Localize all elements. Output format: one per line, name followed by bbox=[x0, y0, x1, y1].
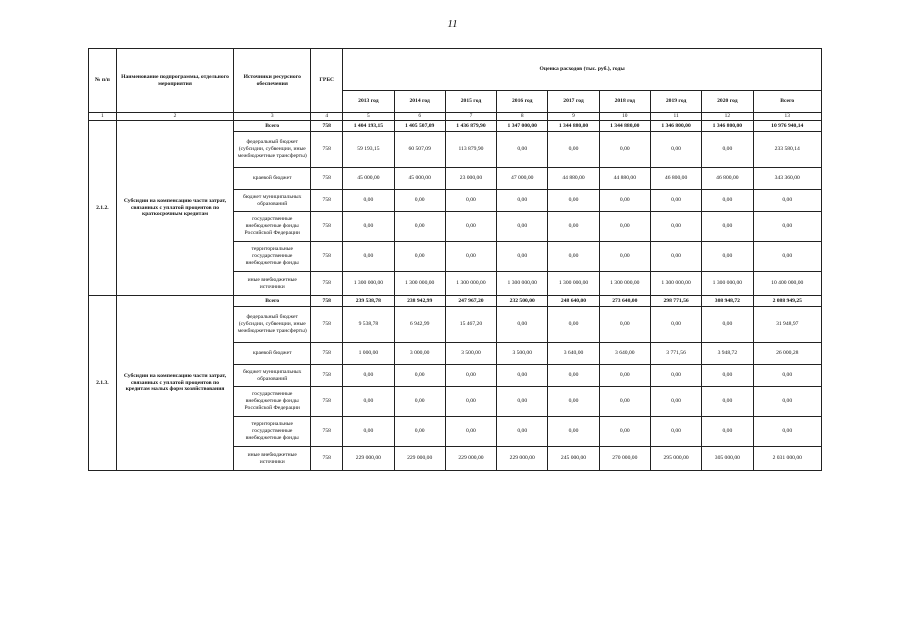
year-value: 1 344 880,00 bbox=[548, 121, 599, 132]
funding-source: иные внебюджетные источники bbox=[234, 447, 311, 471]
column-number: 5 bbox=[343, 113, 394, 121]
year-value: 60 507,09 bbox=[394, 132, 445, 168]
total-value: 10 400 000,00 bbox=[753, 272, 822, 296]
column-number: 7 bbox=[445, 113, 496, 121]
table-row bbox=[89, 296, 822, 307]
year-value: 0,00 bbox=[497, 387, 548, 417]
year-value: 6 942,99 bbox=[394, 307, 445, 343]
year-value: 3 948,72 bbox=[702, 343, 753, 365]
header-year: 2018 год bbox=[599, 91, 650, 113]
year-value: 0,00 bbox=[599, 242, 650, 272]
column-number: 13 bbox=[753, 113, 822, 121]
header-source: Источники ресурсного обеспечения bbox=[234, 49, 311, 113]
year-value: 229 000,00 bbox=[394, 447, 445, 471]
year-value: 0,00 bbox=[343, 387, 394, 417]
header-year: 2019 год bbox=[650, 91, 701, 113]
year-value: 0,00 bbox=[599, 212, 650, 242]
grbs-code: 758 bbox=[311, 121, 343, 132]
column-number: 8 bbox=[497, 113, 548, 121]
header-grbs: ГРБС bbox=[311, 49, 343, 113]
year-value: 0,00 bbox=[599, 365, 650, 387]
year-value: 0,00 bbox=[343, 242, 394, 272]
header-year: 2017 год bbox=[548, 91, 599, 113]
year-value: 0,00 bbox=[650, 417, 701, 447]
year-value: 0,00 bbox=[548, 132, 599, 168]
year-value: 45 000,00 bbox=[394, 168, 445, 190]
year-value: 44 880,00 bbox=[599, 168, 650, 190]
header-total: Всего bbox=[753, 91, 822, 113]
grbs-code: 758 bbox=[311, 168, 343, 190]
year-value: 247 967,20 bbox=[445, 296, 496, 307]
column-numbers-row bbox=[89, 113, 822, 121]
year-value: 270 000,00 bbox=[599, 447, 650, 471]
total-value: 0,00 bbox=[753, 242, 822, 272]
section-name: Субсидии на компенсацию части затрат, связанных с уплатой процентов по кредитам малых форм хозяйствования bbox=[116, 296, 234, 471]
grbs-code: 758 bbox=[311, 190, 343, 212]
year-value: 0,00 bbox=[702, 212, 753, 242]
year-value: 1 404 193,15 bbox=[343, 121, 394, 132]
year-value: 0,00 bbox=[702, 190, 753, 212]
year-value: 0,00 bbox=[497, 307, 548, 343]
year-value: 0,00 bbox=[445, 242, 496, 272]
total-value: 0,00 bbox=[753, 190, 822, 212]
year-value: 47 000,00 bbox=[497, 168, 548, 190]
grbs-code: 758 bbox=[311, 343, 343, 365]
year-value: 0,00 bbox=[497, 190, 548, 212]
year-value: 9 538,78 bbox=[343, 307, 394, 343]
year-value: 0,00 bbox=[702, 417, 753, 447]
year-value: 0,00 bbox=[702, 132, 753, 168]
year-value: 0,00 bbox=[599, 307, 650, 343]
year-value: 46 800,00 bbox=[702, 168, 753, 190]
section-name: Субсидии на компенсацию части затрат, связанных с уплатой процентов по краткосрочным кредитам bbox=[116, 121, 234, 296]
section-number: 2.1.2. bbox=[89, 121, 117, 296]
funding-source: Всего bbox=[234, 296, 311, 307]
year-value: 273 640,00 bbox=[599, 296, 650, 307]
year-value: 0,00 bbox=[650, 190, 701, 212]
year-value: 59 193,15 bbox=[343, 132, 394, 168]
year-value: 1 300 000,00 bbox=[497, 272, 548, 296]
year-value: 1 346 800,00 bbox=[650, 121, 701, 132]
year-value: 0,00 bbox=[548, 307, 599, 343]
total-value: 0,00 bbox=[753, 365, 822, 387]
column-number: 1 bbox=[89, 113, 117, 121]
year-value: 0,00 bbox=[702, 307, 753, 343]
year-value: 0,00 bbox=[548, 190, 599, 212]
year-value: 0,00 bbox=[394, 387, 445, 417]
year-value: 229 000,00 bbox=[445, 447, 496, 471]
funding-source: иные внебюджетные источники bbox=[234, 272, 311, 296]
year-value: 0,00 bbox=[343, 417, 394, 447]
year-value: 1 300 000,00 bbox=[702, 272, 753, 296]
funding-source: государственные внебюджетные фонды Российской Федерации bbox=[234, 212, 311, 242]
column-number: 4 bbox=[311, 113, 343, 121]
year-value: 0,00 bbox=[445, 387, 496, 417]
funding-source: краевой бюджет bbox=[234, 343, 311, 365]
year-value: 0,00 bbox=[599, 387, 650, 417]
grbs-code: 758 bbox=[311, 132, 343, 168]
grbs-code: 758 bbox=[311, 307, 343, 343]
year-value: 0,00 bbox=[445, 365, 496, 387]
year-value: 0,00 bbox=[497, 365, 548, 387]
year-value: 113 879,90 bbox=[445, 132, 496, 168]
column-number: 3 bbox=[234, 113, 311, 121]
year-value: 298 771,56 bbox=[650, 296, 701, 307]
year-value: 44 880,00 bbox=[548, 168, 599, 190]
year-value: 0,00 bbox=[702, 387, 753, 417]
year-value: 0,00 bbox=[343, 212, 394, 242]
total-value: 0,00 bbox=[753, 212, 822, 242]
year-value: 0,00 bbox=[650, 307, 701, 343]
grbs-code: 758 bbox=[311, 272, 343, 296]
year-value: 1 300 000,00 bbox=[394, 272, 445, 296]
year-value: 3 500,00 bbox=[445, 343, 496, 365]
year-value: 308 948,72 bbox=[702, 296, 753, 307]
year-value: 0,00 bbox=[548, 242, 599, 272]
funding-source: территориальные государственные внебюджетные фонды bbox=[234, 417, 311, 447]
year-value: 305 000,00 bbox=[702, 447, 753, 471]
year-value: 1 000,00 bbox=[343, 343, 394, 365]
year-value: 0,00 bbox=[497, 417, 548, 447]
header-name: Наименование подпрограммы, отдельного мероприятия bbox=[116, 49, 234, 113]
year-value: 1 344 880,00 bbox=[599, 121, 650, 132]
year-value: 229 000,00 bbox=[343, 447, 394, 471]
total-value: 0,00 bbox=[753, 417, 822, 447]
year-value: 1 347 000,00 bbox=[497, 121, 548, 132]
table-row bbox=[89, 121, 822, 132]
year-value: 238 942,99 bbox=[394, 296, 445, 307]
year-value: 0,00 bbox=[599, 132, 650, 168]
year-value: 1 300 000,00 bbox=[650, 272, 701, 296]
year-value: 0,00 bbox=[394, 365, 445, 387]
year-value: 1 436 879,90 bbox=[445, 121, 496, 132]
year-value: 248 640,00 bbox=[548, 296, 599, 307]
year-value: 0,00 bbox=[650, 365, 701, 387]
grbs-code: 758 bbox=[311, 417, 343, 447]
grbs-code: 758 bbox=[311, 242, 343, 272]
year-value: 0,00 bbox=[497, 212, 548, 242]
year-value: 0,00 bbox=[497, 132, 548, 168]
year-value: 3 640,00 bbox=[548, 343, 599, 365]
header-year: 2016 год bbox=[497, 91, 548, 113]
year-value: 0,00 bbox=[650, 242, 701, 272]
year-value: 0,00 bbox=[548, 417, 599, 447]
table-body bbox=[89, 121, 822, 471]
year-value: 0,00 bbox=[394, 242, 445, 272]
year-value: 3 000,00 bbox=[394, 343, 445, 365]
section-number: 2.1.3. bbox=[89, 296, 117, 471]
table-header bbox=[89, 49, 822, 121]
column-number: 9 bbox=[548, 113, 599, 121]
year-value: 3 640,00 bbox=[599, 343, 650, 365]
year-value: 0,00 bbox=[599, 190, 650, 212]
year-value: 0,00 bbox=[650, 387, 701, 417]
total-value: 0,00 bbox=[753, 387, 822, 417]
year-value: 23 000,00 bbox=[445, 168, 496, 190]
year-value: 0,00 bbox=[548, 365, 599, 387]
budget-table bbox=[88, 48, 822, 471]
year-value: 0,00 bbox=[394, 212, 445, 242]
column-number: 6 bbox=[394, 113, 445, 121]
total-value: 233 580,14 bbox=[753, 132, 822, 168]
year-value: 0,00 bbox=[702, 365, 753, 387]
year-value: 0,00 bbox=[599, 417, 650, 447]
year-value: 15 467,20 bbox=[445, 307, 496, 343]
header-year: 2014 год bbox=[394, 91, 445, 113]
header-year: 2015 год bbox=[445, 91, 496, 113]
grbs-code: 758 bbox=[311, 447, 343, 471]
funding-source: бюджет муниципальных образований bbox=[234, 365, 311, 387]
year-value: 0,00 bbox=[548, 212, 599, 242]
year-value: 0,00 bbox=[548, 387, 599, 417]
column-number: 2 bbox=[116, 113, 234, 121]
year-value: 45 000,00 bbox=[343, 168, 394, 190]
year-value: 3 500,00 bbox=[497, 343, 548, 365]
grbs-code: 758 bbox=[311, 387, 343, 417]
year-value: 46 800,00 bbox=[650, 168, 701, 190]
funding-source: федеральный бюджет (субсидии, субвенции, иные межбюджетные трансферты) bbox=[234, 132, 311, 168]
year-value: 0,00 bbox=[650, 132, 701, 168]
column-number: 11 bbox=[650, 113, 701, 121]
grbs-code: 758 bbox=[311, 296, 343, 307]
year-value: 295 000,00 bbox=[650, 447, 701, 471]
total-value: 343 360,00 bbox=[753, 168, 822, 190]
year-value: 0,00 bbox=[445, 417, 496, 447]
funding-source: федеральный бюджет (субсидии, субвенции, иные межбюджетные трансферты) bbox=[234, 307, 311, 343]
total-value: 2 031 000,00 bbox=[753, 447, 822, 471]
total-value: 10 976 940,14 bbox=[753, 121, 822, 132]
year-value: 1 346 800,00 bbox=[702, 121, 753, 132]
total-value: 26 000,28 bbox=[753, 343, 822, 365]
column-number: 12 bbox=[702, 113, 753, 121]
year-value: 3 771,56 bbox=[650, 343, 701, 365]
total-value: 2 088 949,25 bbox=[753, 296, 822, 307]
year-value: 239 538,78 bbox=[343, 296, 394, 307]
page-number: 11 bbox=[447, 18, 458, 30]
funding-source: бюджет муниципальных образований bbox=[234, 190, 311, 212]
year-value: 0,00 bbox=[394, 417, 445, 447]
year-value: 0,00 bbox=[343, 190, 394, 212]
year-value: 0,00 bbox=[343, 365, 394, 387]
funding-source: Всего bbox=[234, 121, 311, 132]
year-value: 0,00 bbox=[650, 212, 701, 242]
year-value: 0,00 bbox=[445, 212, 496, 242]
header-year: 2020 год bbox=[702, 91, 753, 113]
grbs-code: 758 bbox=[311, 365, 343, 387]
funding-source: территориальные государственные внебюджетные фонды bbox=[234, 242, 311, 272]
year-value: 232 500,00 bbox=[497, 296, 548, 307]
year-value: 1 300 000,00 bbox=[599, 272, 650, 296]
year-value: 0,00 bbox=[445, 190, 496, 212]
year-value: 1 300 000,00 bbox=[548, 272, 599, 296]
grbs-code: 758 bbox=[311, 212, 343, 242]
year-value: 0,00 bbox=[702, 242, 753, 272]
year-value: 1 405 507,09 bbox=[394, 121, 445, 132]
header-estimate: Оценка расходов (тыс. руб.), годы bbox=[343, 49, 822, 91]
year-value: 1 300 000,00 bbox=[343, 272, 394, 296]
header-num: № п/п bbox=[89, 49, 117, 113]
column-number: 10 bbox=[599, 113, 650, 121]
year-value: 229 000,00 bbox=[497, 447, 548, 471]
total-value: 31 948,97 bbox=[753, 307, 822, 343]
year-value: 0,00 bbox=[394, 190, 445, 212]
funding-source: краевой бюджет bbox=[234, 168, 311, 190]
funding-source: государственные внебюджетные фонды Российской Федерации bbox=[234, 387, 311, 417]
header-year: 2013 год bbox=[343, 91, 394, 113]
year-value: 0,00 bbox=[497, 242, 548, 272]
year-value: 245 000,00 bbox=[548, 447, 599, 471]
year-value: 1 300 000,00 bbox=[445, 272, 496, 296]
